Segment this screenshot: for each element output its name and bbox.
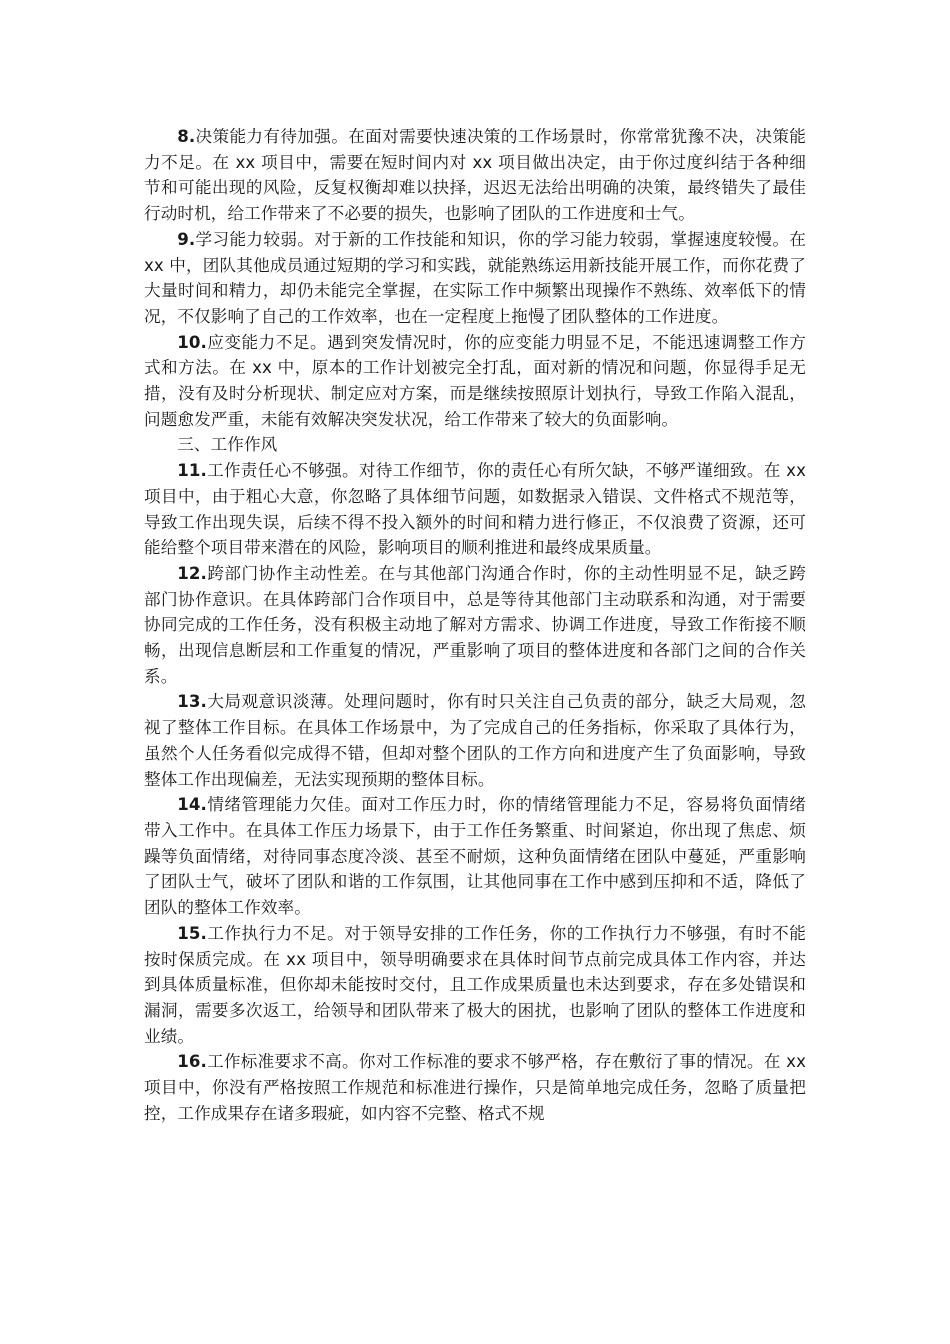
paragraph-number: 12. [177, 563, 207, 583]
paragraph-text: 学习能力较弱。对于新的工作技能和知识，你的学习能力较弱，掌握速度较慢。在 xx 中，团队其他成员通过短期的学习和实践，就能熟练运用新技能开展工作，而你花费了大量时间和精力，却仍未能完全掌握，在实际工作中频繁出现操作不熟练、效率低下的情况，不仅影响了自己的工作效率，也在一定程度上拖慢了团队整体的工作进度。 [144, 229, 806, 326]
paragraph-text: 应变能力不足。遇到突发情况时，你的应变能力明显不足，不能迅速调整工作方式和方法。在 xx 中，原本的工作计划被完全打乱，面对新的情况和问题，你显得手足无措，没有及时分析现状、制定应对方案，而是继续按照原计划执行，导致工作陷入混乱，问题愈发严重，未能有效解决突发状况，给工作带来了较大的负面影响。 [144, 332, 806, 429]
paragraph-text: 情绪管理能力欠佳。面对工作压力时，你的情绪管理能力不足，容易将负面情绪带入工作中。在具体工作压力场景下，由于工作任务繁重、时间紧迫，你出现了焦虑、烦躁等负面情绪，对待同事态度冷淡、甚至不耐烦，这种负面情绪在团队中蔓延，严重影响了团队士气，破坏了团队和谐的工作氛围，让其他同事在工作中感到压抑和不适，降低了团队的整体工作效率。 [144, 795, 806, 918]
paragraph-10 [144, 330, 806, 433]
paragraph-14 [144, 792, 806, 921]
paragraph-15 [144, 921, 806, 1050]
paragraph-number: 11. [177, 461, 207, 481]
paragraph-text: 跨部门协作主动性差。在与其他部门沟通合作时，你的主动性明显不足，缺乏跨部门协作意识。在具体跨部门合作项目中，总是等待其他部门主动联系和沟通，对于需要协同完成的工作任务，没有积极主动地了解对方需求、协调工作进度，导致工作衔接不顺畅，出现信息断层和工作重复的情况，严重影响了项目的整体进度和各部门之间的合作关系。 [144, 563, 806, 686]
paragraph-text: 工作责任心不够强。对待工作细节，你的责任心有所欠缺，不够严谨细致。在 xx 项目中，由于粗心大意，你忽略了具体细节问题，如数据录入错误、文件格式不规范等，导致工作出现失误，后续不得不投入额外的时间和精力进行修正，不仅浪费了资源，还可能给整个项目带来潜在的风险，影响项目的顺利推进和最终成果质量。 [144, 461, 806, 558]
paragraph-8 [144, 124, 806, 227]
paragraph-text: 大局观意识淡薄。处理问题时，你有时只关注自己负责的部分，缺乏大局观，忽视了整体工作目标。在具体工作场景中，为了完成自己的任务指标，你采取了具体行为，虽然个人任务看似完成得不错，但却对整个团队的工作方向和进度产生了负面影响，导致整体工作出现偏差，无法实现预期的整体目标。 [144, 692, 806, 789]
paragraph-number: 16. [177, 1052, 207, 1072]
paragraph-text: 工作执行力不足。对于领导安排的工作任务，你的工作执行力不够强，有时不能按时保质完成。在 xx 项目中，领导明确要求在具体时间节点前完成具体工作内容，并达到具体质量标准，但你却未能按时交付，且工作成果质量也未达到要求，存在多处错误和漏洞，需要多次返工，给领导和团队带来了极大的困扰，也影响了团队的整体工作进度和业绩。 [144, 923, 806, 1046]
paragraph-9 [144, 227, 806, 330]
paragraph-13 [144, 689, 806, 792]
paragraph-number: 13. [177, 692, 207, 712]
paragraph-number: 15. [177, 923, 207, 943]
paragraph-text: 决策能力有待加强。在面对需要快速决策的工作场景时，你常常犹豫不决，决策能力不足。在 xx 项目中，需要在短时间内对 xx 项目做出决定，由于你过度纠结于各种细节和可能出现的风险，反复权衡却难以抉择，迟迟无法给出明确的决策，最终错失了最佳行动时机，给工作带来了不必要的损失，也影响了团队的工作进度和士气。 [144, 127, 806, 224]
paragraph-11 [144, 458, 806, 561]
paragraph-text: 工作标准要求不高。你对工作标准的要求不够严格，存在敷衍了事的情况。在 xx 项目中，你没有严格按照工作规范和标准进行操作，只是简单地完成任务，忽略了质量把控，工作成果存在诸多瑕疵，如内容不完整、格式不规 [144, 1052, 806, 1123]
section-heading [144, 432, 806, 458]
section-heading-text: 三、工作作风 [177, 435, 278, 455]
paragraph-number: 8. [177, 127, 196, 146]
document-page [144, 124, 806, 1126]
paragraph-number: 14. [177, 795, 207, 815]
paragraph-12 [144, 561, 806, 690]
paragraph-number: 9. [177, 229, 196, 249]
paragraph-16 [144, 1049, 806, 1126]
paragraph-number: 10. [177, 332, 207, 352]
